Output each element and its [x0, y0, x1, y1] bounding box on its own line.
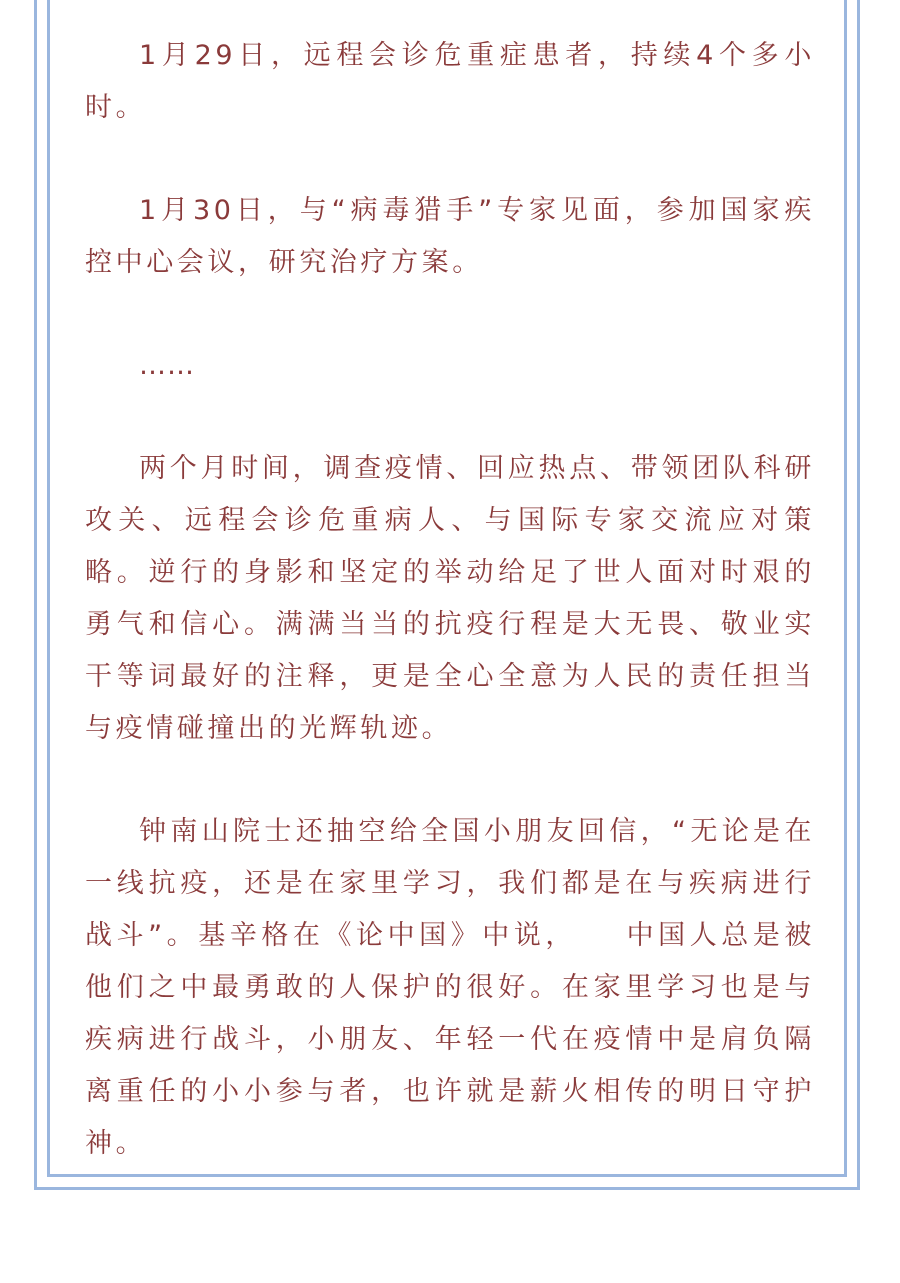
paragraph-jan-30: 1月30日，与“病毒猎手”专家见面，参加国家疾控中心会议，研究治疗方案。: [85, 195, 815, 278]
paragraph-reply-letter: 钟南山院士还抽空给全国小朋友回信，“无论是在一线抗疫，还是在家里学习，我们都是在与疾病进行战斗”。基辛格在《论中国》中说， 中国人总是被他们之中最勇敢的人保护的很好。在家里学习也是与疾病进行战斗，小朋友、年轻一代在疫情中是肩负隔离重任的小小参与者，也许就是薪火相传的明日守护神。: [85, 816, 815, 1159]
paragraph-jan-29: 1月29日，远程会诊危重症患者，持续4个多小时。: [85, 40, 815, 123]
paragraph-ellipsis: ……: [139, 350, 195, 381]
article-body: [85, 30, 815, 1170]
paragraph-two-months: 两个月时间，调查疫情、回应热点、带领团队科研攻关、远程会诊危重病人、与国际专家交流应对策略。逆行的身影和坚定的举动给足了世人面对时艰的勇气和信心。满满当当的抗疫行程是大无畏、敬业实干等词最好的注释，更是全心全意为人民的责任担当与疫情碰撞出的光辉轨迹。: [85, 453, 815, 744]
